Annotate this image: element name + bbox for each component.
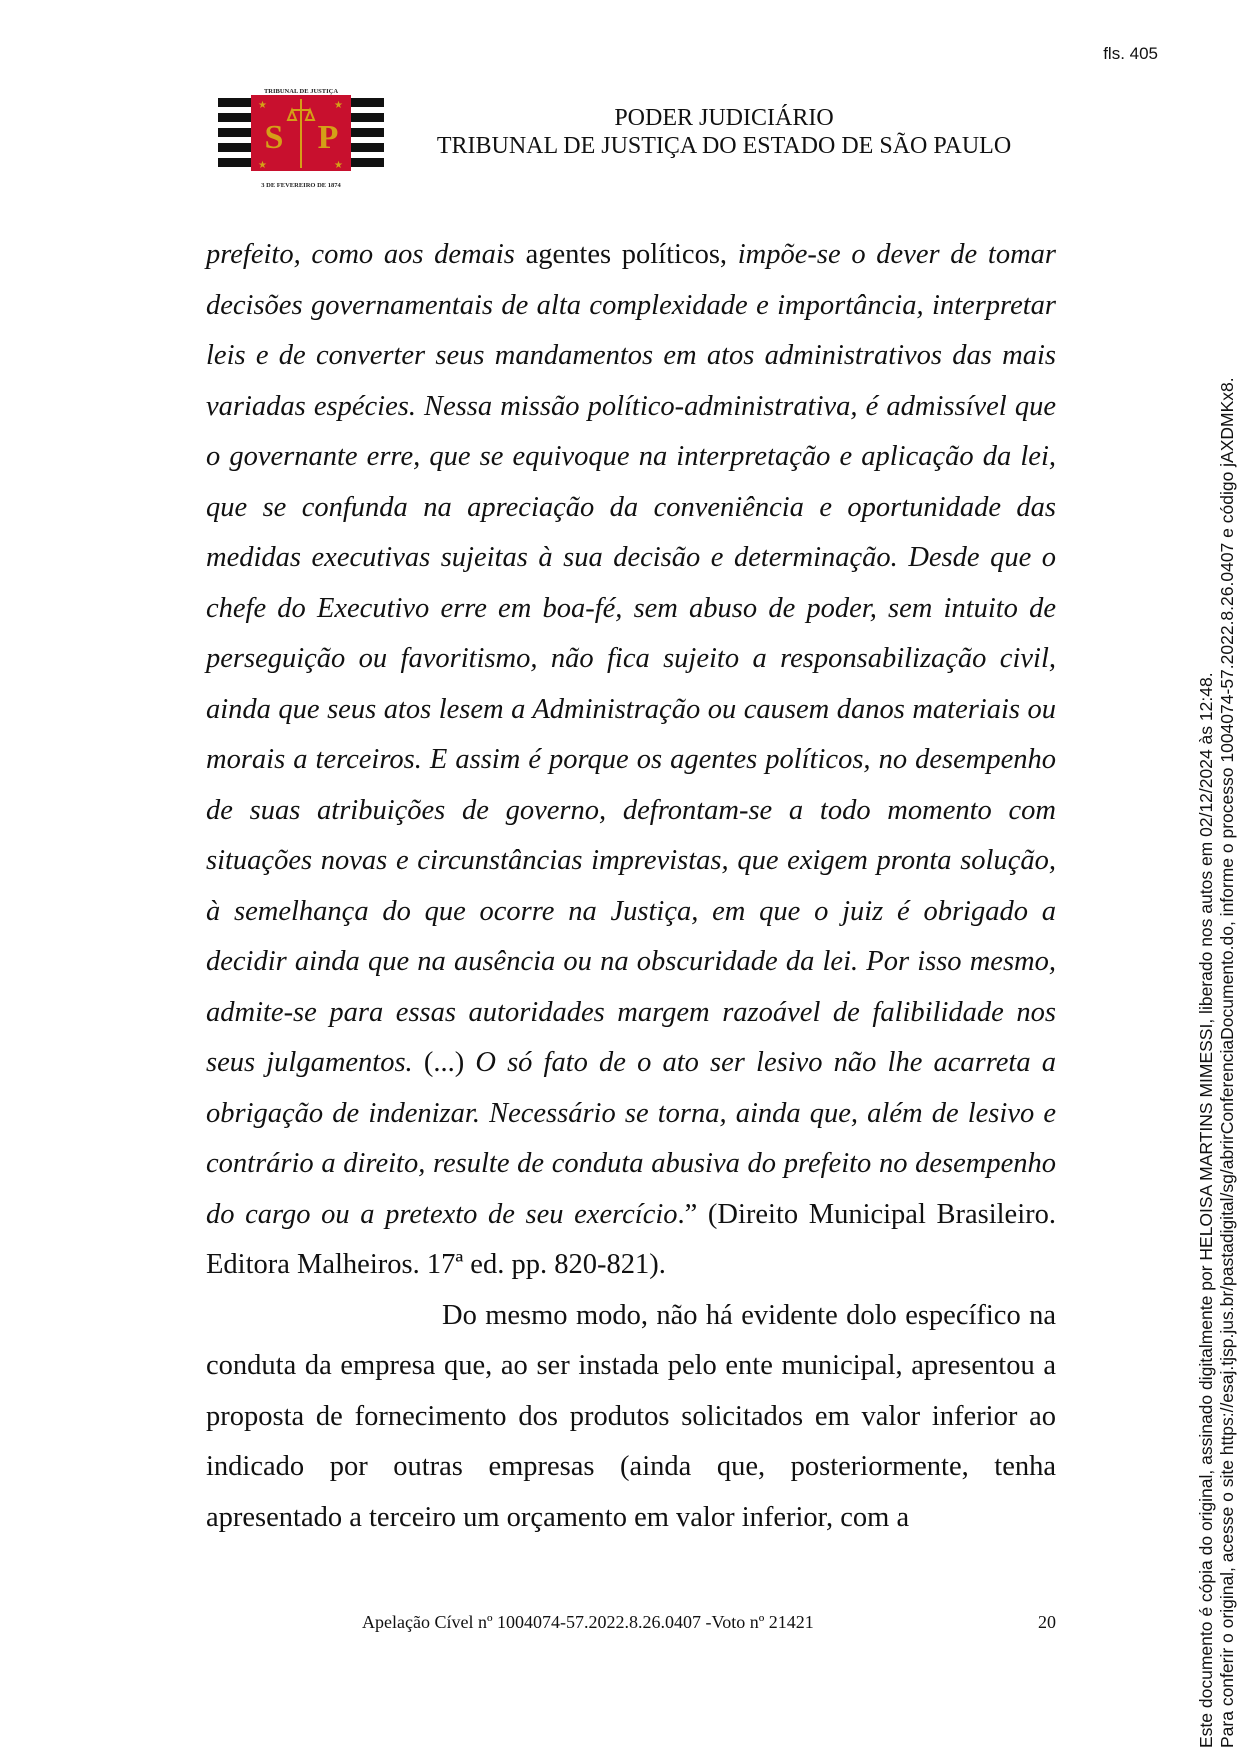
page-number: 20 (1038, 1612, 1056, 1632)
header-line-2: TRIBUNAL DE JUSTIÇA DO ESTADO DE SÃO PAULO (436, 133, 1012, 159)
header-line-1: PODER JUDICIÁRIO (614, 105, 834, 131)
tjsp-seal-logo (218, 86, 384, 192)
quote-citation: .” (Direito Municipal Brasileiro. Editora Malheiros. 17ª ed. pp. 820-821). (206, 1198, 1056, 1280)
svg-text:★: ★ (258, 160, 267, 171)
quote-italic-part-2: impõe-se o dever de tomar decisões governamentais de alta complexidade e importância, interpretar leis e de converter seus mandamentos em atos administrativos das mais variadas espécies. Nessa missão político-administrativa, é admissível que o governante erre, que se equivoque na interpretação e aplicação da lei, que se confunda na apreciação da conveniência e oportunidade das medidas executivas sujeitas à sua decisão e determinação. Desde que o chefe do Executivo erre em boa-fé, sem abuso de poder, sem intuito de perseguição ou favoritismo, não fica sujeito a responsabilização civil, ainda que seus atos lesem a Administração ou causem danos materiais ou morais a terceiros. E assim é porque os agentes políticos, no desempenho de suas atribuições de governo, defrontam-se a todo momento com situações novas e circunstâncias imprevistas, que exigem pronta solução, à semelhança do que ocorre na Justiça, em que o juiz é obrigado a decidir ainda que na ausência ou na obscuridade da lei. Por isso mesmo, admite-se para essas autoridades margem razoável de falibilidade nos seus julgamentos. (206, 239, 1056, 1078)
document-header (424, 104, 1024, 160)
footer-reference: Apelação Cível nº 1004074-57.2022.8.26.0407 -Voto nº 21421 (362, 1612, 814, 1632)
quote-ellipsis: (...) (412, 1047, 476, 1078)
quote-roman-part-1: agentes políticos, (514, 239, 738, 270)
document-body (206, 230, 1056, 1543)
logo-top-text: TRIBUNAL DE JUSTIÇA (263, 88, 339, 95)
page-footer (206, 1612, 1056, 1638)
body-paragraph-2: Do mesmo modo, não há evidente dolo específico na conduta da empresa que, ao ser instada pelo ente municipal, apresentou a proposta de fornecimento dos produtos solicitados em valor inferior ao indicado por outras empresas (ainda que, posteriormente, tenha apresentado a terceiro um orçamento em valor inferior, com a (206, 1299, 1056, 1533)
quote-paragraph (206, 230, 1056, 1291)
side-note-line-2: Para conferir o original, acesse o site https://esaj.tjsp.jus.br/pastadigital/sg/abrirConferenciaDocumento.do, informe o processo 1004074-57.2022.8.26.0407 e código jAXDMKx8. (1217, 377, 1237, 1748)
page-label: fls. 405 (1103, 44, 1158, 63)
svg-text:★: ★ (334, 100, 343, 111)
logo-bottom-text: 3 DE FEVEREIRO DE 1874 (261, 182, 341, 189)
quote-italic-part-3: O só fato de o ato ser lesivo não lhe acarreta a obrigação de indenizar. Necessário se torna, ainda que, além de lesivo e contrário a direito, resulte de conduta abusiva do prefeito no desempenho do cargo ou a pretexto de seu exercício (206, 1047, 1056, 1230)
svg-text:★: ★ (334, 160, 343, 171)
logo-letter-p: P (317, 119, 339, 156)
logo-letter-s: S (264, 119, 284, 156)
svg-text:★: ★ (258, 100, 267, 111)
quote-italic-part-1: prefeito, como aos demais (206, 239, 515, 270)
side-note-line-1: Este documento é cópia do original, assinado digitalmente por HELOISA MARTINS MIMESSI, liberado nos autos em 02/12/2024 às 12:48. (1196, 672, 1216, 1748)
side-signature-note (1196, 377, 1238, 1748)
